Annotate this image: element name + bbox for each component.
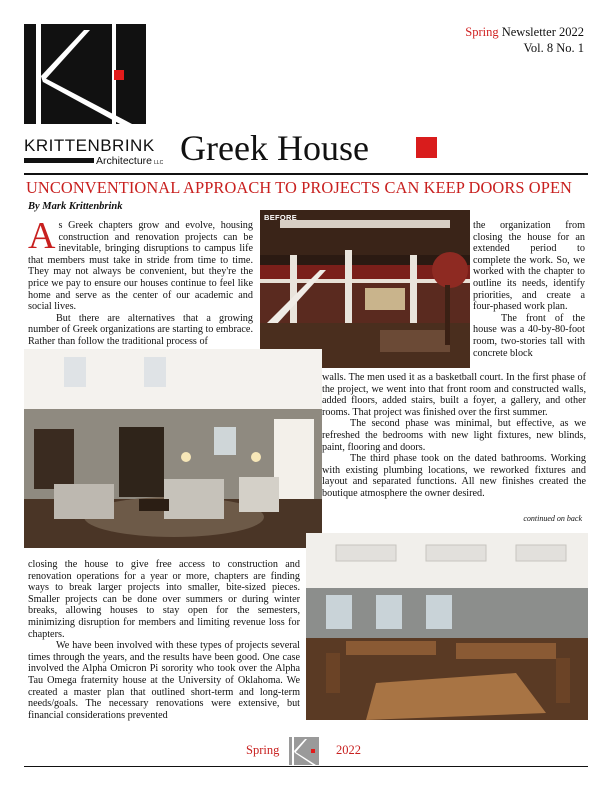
- right-paragraph-2a: The front of the house was a 40-by-80-foot room, two-stories tall with concrete block: [473, 312, 585, 359]
- company-logo: [24, 24, 164, 184]
- paragraph-3: closing the house to give free access to construction and renovation operations for a year or more, chapters are finding ways to break larger projects into smaller, bite-sized pieces. Smaller projects can be done over summers or during winter breaks, allowing houses to stay open for the semesters, minimizing disruption for members and limiting revenue loss for chapters.: [28, 559, 300, 640]
- dining-room-photo: [306, 533, 588, 720]
- logo-mark: [24, 24, 146, 124]
- right-paragraph-4: The third phase took on the dated bathrooms. Working with existing plumbing locations, we reworked fixtures and layout and separated functions. All new finishes created the boutique atmosphere the owner desired.: [322, 453, 586, 499]
- paragraph-1: s Greek chapters grow and evolve, housing construction and renovation projects can be inevitable, bringing disruptions to campus life that members must take in stride from time to time. They may not always be convenient, but they're the price we pay to ensure our houses continue to feel like home and serve as the center of our academic and social lives.: [28, 220, 253, 313]
- logo-subtitle: Architecture LLC: [96, 155, 164, 167]
- footer-year: 2022: [336, 743, 361, 757]
- header-rule: [24, 173, 588, 175]
- drop-cap: A: [28, 215, 56, 257]
- article-text-right-wide: [322, 372, 586, 500]
- issue-season: Spring: [465, 25, 499, 39]
- before-photo: [260, 210, 470, 368]
- logo-brand: KRITTENBRINK: [24, 136, 155, 155]
- right-paragraph-3: The second phase was minimal, but effective, as we refreshed the bedrooms with new light fixtures, new blinds, paint, flooring and doors.: [322, 418, 586, 453]
- article-byline: By Mark Krittenbrink: [28, 201, 123, 212]
- living-room-photo: [24, 349, 322, 548]
- issue-volume: Vol. 8 No. 1: [523, 41, 584, 55]
- issue-info: [465, 24, 584, 56]
- paragraph-2: But there are alternatives that a growing number of Greek organizations are starting to embrace. Rather than follow the traditional process of: [28, 312, 253, 347]
- right-paragraph-1: the organization from closing the house for an extended period to complete the work. So, we worked with the chapter to outline its needs, identify priorities, and create a four-phased work plan.: [473, 220, 585, 313]
- logo-rule: [24, 158, 94, 163]
- newsletter-title: Greek House: [180, 128, 369, 168]
- issue-newsletter: Newsletter 2022: [501, 25, 584, 39]
- paragraph-4: We have been involved with these types of projects several times through the years, and the results have been good. One case involved the Alpha Omicron Pi sorority who took over the Alpha Tau Omega fraternity house at the University of Oklahoma. We created a master plan that outlined short-term and long-term needs/goals. The necessary renovations were extensive, but financial considerations prevented: [28, 640, 300, 721]
- footer-season: Spring: [246, 743, 280, 757]
- right-paragraph-2b: walls. The men used it as a basketball court. In the first phase of the project, we went into that front room and constructed walls, added floors, added stairs, built a foyer, a gallery, and other rooms. That project was finished over the first summer.: [322, 372, 586, 418]
- article-text-col1: [28, 215, 253, 348]
- article-text-col1-bottom: [28, 559, 300, 721]
- article-text-right-top: [473, 220, 585, 359]
- article-headline: UNCONVENTIONAL APPROACH TO PROJECTS CAN KEEP DOORS OPEN: [26, 178, 572, 197]
- before-label: BEFORE: [264, 213, 298, 222]
- title-red-square: [416, 137, 437, 158]
- continued-note: continued on back: [523, 514, 582, 523]
- footer-logo-mark: [289, 737, 319, 765]
- footer-rule: [24, 766, 588, 767]
